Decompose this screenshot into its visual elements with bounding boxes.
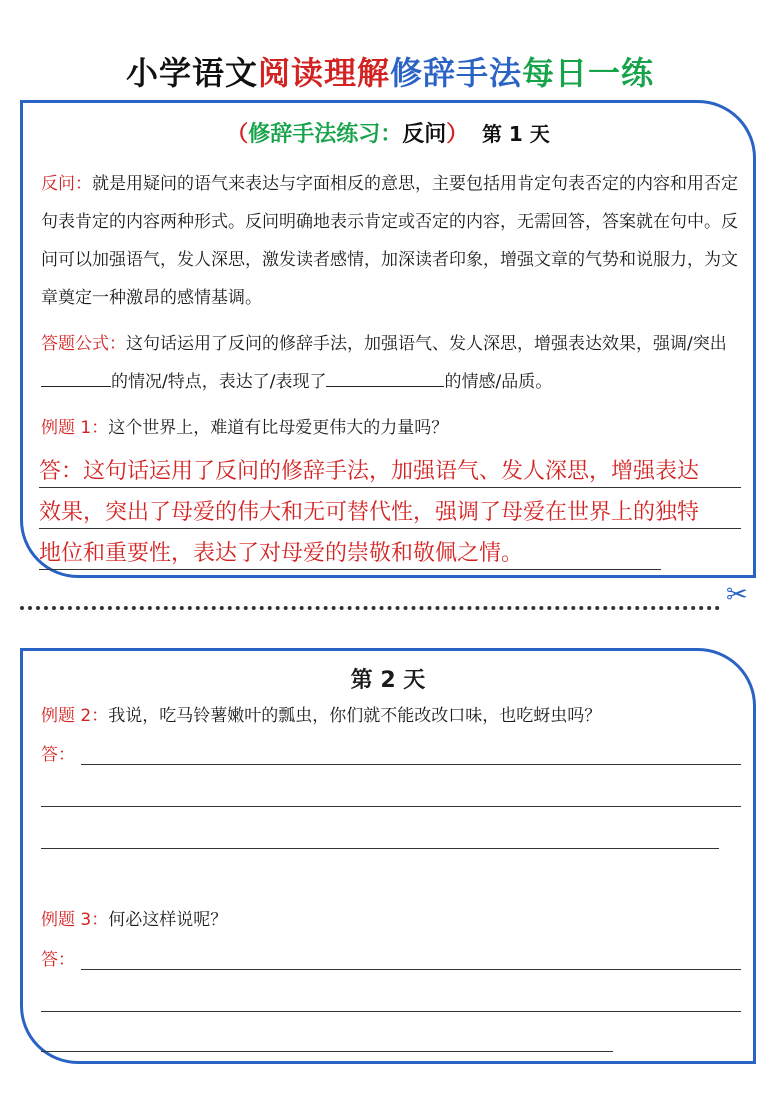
answer-line-2: 效果，突出了母爱的伟大和无可替代性，强调了母爱在世界上的独特 xyxy=(39,492,741,533)
scissors-icon: ✂ xyxy=(726,580,748,610)
formula-text-2: 的情况/特点，表达了/表现了 xyxy=(111,372,327,392)
answer-line-1: 答：这句话运用了反问的修辞手法，加强语气、发人深思，增强表达 xyxy=(39,451,741,492)
example2-answer-line-2[interactable] xyxy=(41,806,741,807)
example2 xyxy=(41,697,739,735)
cut-line-divider xyxy=(20,606,720,610)
formula-blank-2 xyxy=(326,370,444,387)
example3-question: 何必这样说呢？ xyxy=(108,910,228,930)
heading-paren-close: ） xyxy=(446,122,469,147)
day1-card xyxy=(20,100,756,578)
formula-paragraph xyxy=(41,325,739,401)
example2-answer-line-3[interactable] xyxy=(41,848,719,849)
definition-text: 就是用疑问的语气来表达与字面相反的意思，主要包括用肯定句表否定的内容和用否定句表肯定的内容两种形式。反问明确地表示肯定或否定的内容，无需回答，答案就在句中。反问可以加强语气，发人深思，激发读者感情，加深读者印象，增强文章的气势和说服力，为文章奠定一种激昂的感情基调。 xyxy=(41,174,738,308)
definition-paragraph xyxy=(41,165,739,317)
day1-heading xyxy=(23,117,753,148)
example2-question: 我说，吃马铃薯嫩叶的瓢虫，你们就不能改改口味，也吃蚜虫吗？ xyxy=(108,706,602,726)
example3-answer-line-2[interactable] xyxy=(41,1011,741,1012)
example2-answer-line-1[interactable] xyxy=(81,764,741,765)
formula-text-3: 的情感/品质。 xyxy=(444,372,553,392)
example1-answer xyxy=(39,451,741,574)
example3-answer-line-1[interactable] xyxy=(81,969,741,970)
heading-paren-open: （ xyxy=(226,122,249,147)
formula-blank-1 xyxy=(41,370,111,387)
example3 xyxy=(41,901,739,939)
example1-label: 例题 1： xyxy=(41,418,109,438)
example2-label: 例题 2： xyxy=(41,706,109,726)
example3-answer-line-3[interactable] xyxy=(41,1051,613,1052)
formula-text-1: 这句话运用了反问的修辞手法，加强语气、发人深思，增强表达效果，强调/突出 xyxy=(126,334,727,354)
answer-line-3: 地位和重要性，表达了对母爱的崇敬和敬佩之情。 xyxy=(39,533,741,574)
title-part-2: 阅读理解 xyxy=(257,54,390,92)
page-title xyxy=(0,48,780,94)
heading-day-number: 第 1 天 xyxy=(481,122,550,146)
example3-answer-label: 答： xyxy=(41,950,75,970)
definition-label: 反问： xyxy=(41,174,92,194)
example1-question: 这个世界上，难道有比母爱更伟大的力量吗？ xyxy=(108,418,449,438)
title-part-4: 每日一练 xyxy=(522,54,655,92)
title-part-3: 修辞手法 xyxy=(390,54,523,92)
heading-topic: 反问 xyxy=(402,122,447,147)
example2-answer-label: 答： xyxy=(41,745,75,765)
title-part-1: 小学语文 xyxy=(125,54,258,92)
example3-label: 例题 3： xyxy=(41,910,109,930)
day2-card xyxy=(20,648,756,1064)
formula-label: 答题公式： xyxy=(41,334,126,354)
day2-heading: 第 2 天 xyxy=(350,668,426,693)
heading-practice-label: 修辞手法练习： xyxy=(248,122,403,147)
example1 xyxy=(41,409,739,447)
